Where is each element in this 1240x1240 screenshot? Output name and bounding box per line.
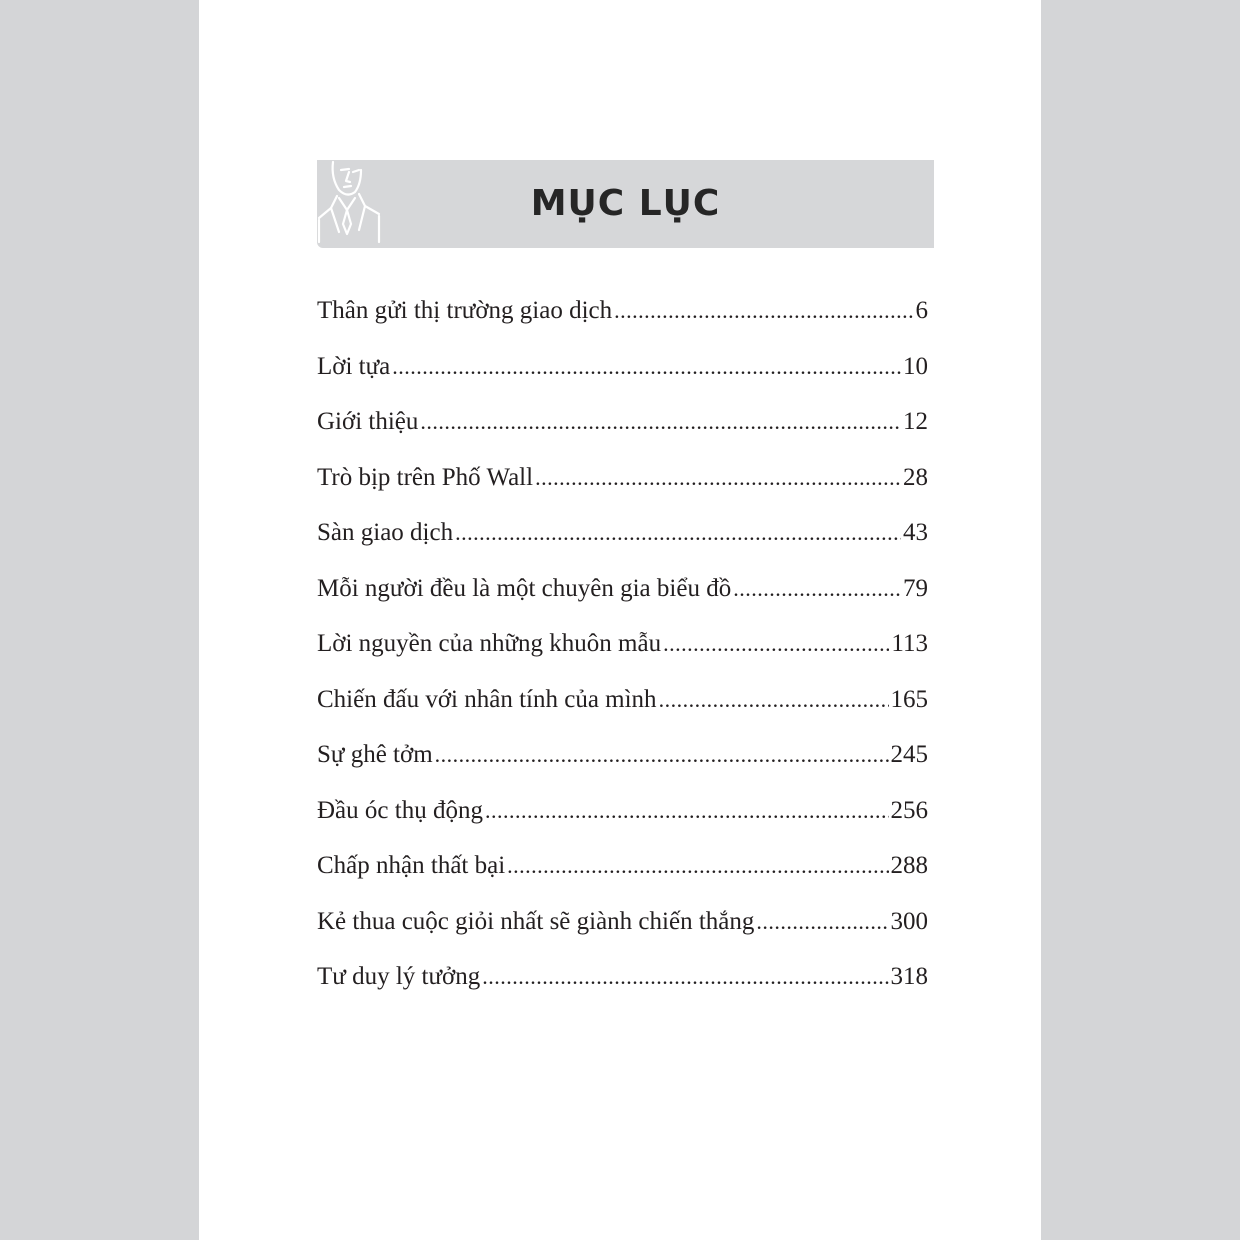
dot-leader bbox=[485, 798, 889, 824]
dot-leader bbox=[663, 631, 889, 657]
toc-entry-page: 165 bbox=[890, 685, 928, 713]
dot-leader bbox=[756, 909, 888, 935]
toc-entry-title: Mỗi người đều là một chuyên gia biểu đồ bbox=[317, 574, 732, 602]
toc-entry-title: Tư duy lý tưởng bbox=[317, 963, 481, 990]
dot-leader bbox=[507, 853, 888, 879]
toc-entry-title: Đầu óc thụ động bbox=[317, 796, 483, 824]
toc-entry-page: 245 bbox=[890, 741, 928, 768]
dot-leader bbox=[482, 964, 888, 990]
dot-leader bbox=[535, 465, 901, 491]
toc-entry-page: 10 bbox=[903, 352, 928, 380]
toc-entry bbox=[317, 852, 928, 908]
toc-entry bbox=[317, 408, 928, 464]
dot-leader bbox=[733, 576, 901, 602]
dot-leader bbox=[420, 409, 901, 435]
toc-entry-page: 113 bbox=[891, 630, 928, 657]
table-of-contents bbox=[317, 297, 928, 1019]
dot-leader bbox=[435, 742, 889, 768]
toc-entry-title: Trò bịp trên Phố Wall bbox=[317, 463, 534, 491]
dot-leader bbox=[614, 298, 913, 324]
toc-entry-title: Chấp nhận thất bại bbox=[317, 852, 506, 879]
toc-entry-title: Kẻ thua cuộc giỏi nhất sẽ giành chiến thắng bbox=[317, 907, 755, 935]
toc-entry-page: 12 bbox=[903, 408, 928, 435]
toc-entry bbox=[317, 464, 928, 520]
dot-leader bbox=[455, 520, 901, 546]
toc-entry-page: 6 bbox=[915, 297, 928, 324]
toc-entry bbox=[317, 519, 928, 575]
toc-entry-title: Sự ghê tởm bbox=[317, 741, 433, 768]
page-title: MỤC LỤC bbox=[530, 183, 721, 224]
toc-entry-page: 288 bbox=[890, 852, 928, 879]
toc-entry-title: Sàn giao dịch bbox=[317, 519, 454, 546]
toc-entry bbox=[317, 630, 928, 686]
toc-entry-page: 28 bbox=[903, 463, 928, 491]
toc-entry bbox=[317, 908, 928, 964]
toc-entry bbox=[317, 686, 928, 742]
toc-entry bbox=[317, 575, 928, 631]
toc-entry-page: 79 bbox=[903, 574, 928, 602]
toc-entry bbox=[317, 353, 928, 409]
toc-entry-title: Lời nguyền của những khuôn mẫu bbox=[317, 630, 662, 657]
toc-entry-title: Thân gửi thị trường giao dịch bbox=[317, 297, 613, 324]
dot-leader bbox=[659, 687, 889, 713]
toc-entry-page: 256 bbox=[890, 796, 928, 824]
toc-entry-page: 318 bbox=[890, 963, 928, 990]
toc-entry-title: Giới thiệu bbox=[317, 408, 419, 435]
toc-entry bbox=[317, 963, 928, 1019]
toc-entry-page: 300 bbox=[890, 907, 928, 935]
toc-entry-title: Lời tựa bbox=[317, 352, 391, 380]
toc-entry-page: 43 bbox=[903, 519, 928, 546]
toc-entry bbox=[317, 297, 928, 353]
toc-entry bbox=[317, 741, 928, 797]
toc-entry-title: Chiến đấu với nhân tính của mình bbox=[317, 685, 657, 713]
dot-leader bbox=[392, 354, 901, 380]
toc-entry bbox=[317, 797, 928, 853]
